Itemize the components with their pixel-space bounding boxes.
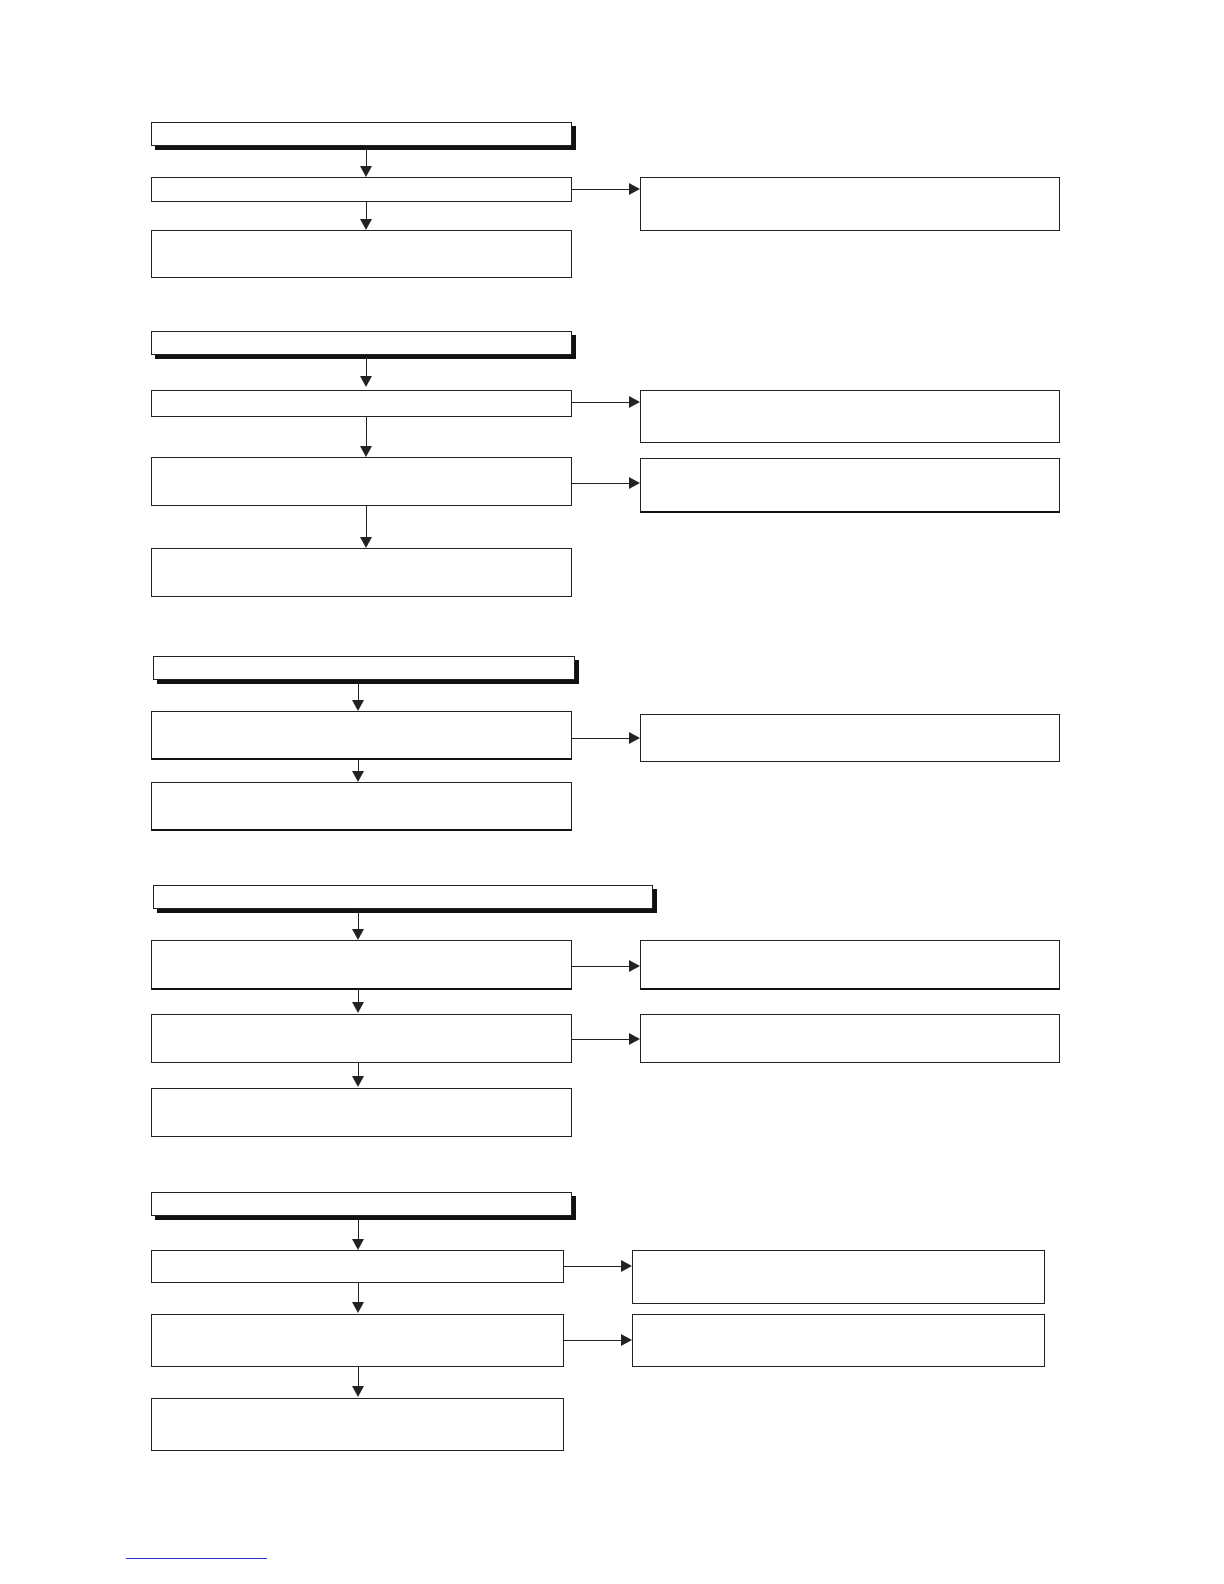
step-box — [151, 177, 572, 202]
arrow-down-icon — [352, 771, 364, 782]
arrow-down-icon — [352, 700, 364, 711]
step-box — [151, 711, 572, 760]
connector-line — [358, 1367, 360, 1387]
arrow-right-icon — [629, 960, 640, 972]
step-box — [151, 1014, 572, 1063]
step-box — [151, 230, 572, 278]
connector-line — [564, 1340, 622, 1342]
side-note-box — [632, 1314, 1045, 1367]
step-box — [151, 1250, 564, 1283]
step-box — [151, 1398, 564, 1451]
side-note-box — [640, 458, 1060, 513]
side-note-box — [640, 714, 1060, 762]
flowchart-header — [151, 1192, 572, 1216]
connector-line — [366, 148, 368, 168]
step-box — [151, 1314, 564, 1367]
side-note-box — [632, 1250, 1045, 1304]
arrow-down-icon — [352, 1002, 364, 1013]
arrow-right-icon — [629, 732, 640, 744]
connector-line — [366, 506, 368, 538]
step-box — [151, 782, 572, 831]
connector-line — [358, 682, 360, 701]
arrow-down-icon — [352, 929, 364, 940]
arrow-down-icon — [360, 166, 372, 177]
connector-line — [366, 202, 368, 220]
step-box — [151, 940, 572, 990]
connector-line — [572, 966, 630, 968]
side-note-box — [640, 1014, 1060, 1063]
flowchart-header — [153, 656, 575, 680]
connector-line — [572, 189, 630, 191]
arrow-down-icon — [360, 219, 372, 230]
flowchart-header — [153, 885, 653, 909]
connector-line — [358, 911, 360, 931]
arrow-down-icon — [352, 1386, 364, 1397]
arrow-down-icon — [352, 1076, 364, 1087]
arrow-down-icon — [360, 376, 372, 387]
step-box — [151, 1088, 572, 1137]
arrow-right-icon — [629, 183, 640, 195]
arrow-right-icon — [629, 477, 640, 489]
side-note-box — [640, 177, 1060, 231]
arrow-right-icon — [621, 1334, 632, 1346]
arrow-down-icon — [352, 1302, 364, 1313]
arrow-down-icon — [352, 1239, 364, 1250]
connector-line — [366, 357, 368, 378]
arrow-down-icon — [360, 537, 372, 548]
arrow-down-icon — [360, 446, 372, 457]
arrow-right-icon — [629, 1033, 640, 1045]
side-note-box — [640, 940, 1060, 990]
connector-line — [572, 483, 630, 485]
connector-line — [358, 1218, 360, 1240]
connector-line — [572, 402, 630, 404]
arrow-right-icon — [621, 1260, 632, 1272]
connector-line — [572, 738, 630, 740]
footer-rule — [126, 1558, 267, 1559]
side-note-box — [640, 390, 1060, 443]
step-box — [151, 457, 572, 506]
connector-line — [572, 1039, 630, 1041]
arrow-right-icon — [629, 396, 640, 408]
step-box — [151, 548, 572, 597]
flowchart-header — [151, 122, 572, 146]
step-box — [151, 390, 572, 417]
connector-line — [564, 1266, 622, 1268]
connector-line — [358, 1283, 360, 1303]
connector-line — [358, 1063, 360, 1077]
flowchart-header — [151, 331, 572, 355]
connector-line — [366, 417, 368, 447]
